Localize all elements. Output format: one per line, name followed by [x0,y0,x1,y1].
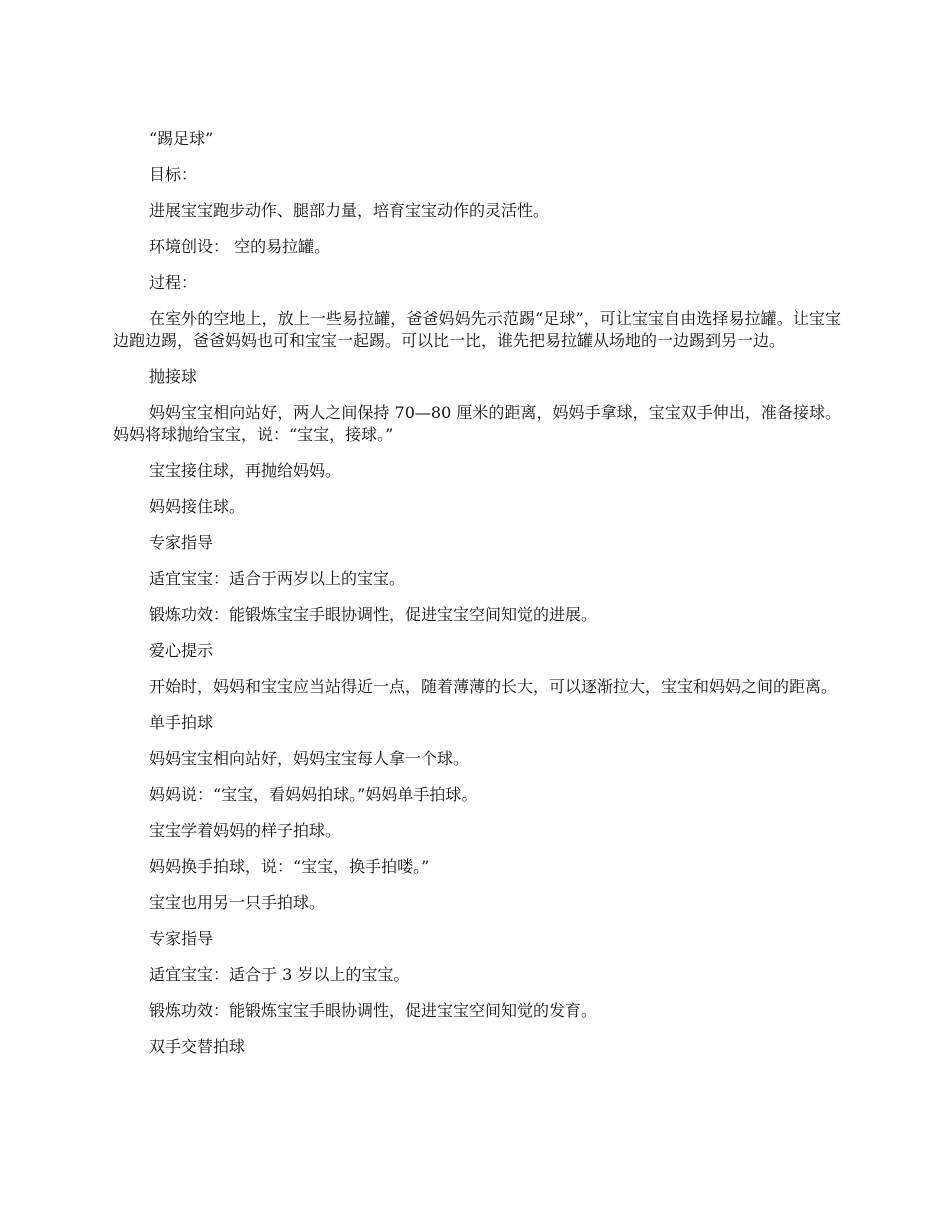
paragraph-exercise-effect-2: 锻炼功效：能锻炼宝宝手眼协调性，促进宝宝空间知觉的发育。 [149,1001,598,1020]
paragraph-process-heading: 过程： [149,273,198,292]
paragraph-baby-other-hand: 宝宝也用另一只手拍球。 [149,893,326,912]
section-heading-tips: 爱心提示 [149,641,214,660]
paragraph-process: 在室外的空地上，放上一些易拉罐，爸爸妈妈先示范踢“足球”，可让宝宝自由选择易拉罐。让宝宝边跑边踢，爸爸妈妈也可和宝宝一起踢。可以比一比，谁先把易拉罐从场地的一边踢到另一边。 [113,309,841,350]
paragraph-suitable-age: 适宜宝宝：适合于两岁以上的宝宝。 [149,569,406,588]
paragraph-switch-hand: 妈妈换手拍球，说：“宝宝，换手拍喽。” [149,857,430,876]
paragraph-baby-catch: 宝宝接住球，再抛给妈妈。 [149,461,342,480]
paragraph-mom-says: 妈妈说：“宝宝，看妈妈拍球。”妈妈单手拍球。 [149,785,478,804]
section-heading-single-hand-bounce: 单手拍球 [149,713,214,732]
section-heading-expert-guidance: 专家指导 [149,533,214,552]
document-body [113,128,841,1072]
section-heading-throw-catch: 抛接球 [149,367,198,386]
paragraph-tips: 开始时，妈妈和宝宝应当站得近一点，随着薄薄的长大，可以逐渐拉大，宝宝和妈妈之间的距离。 [149,677,838,696]
paragraph-goal-heading: 目标： [149,165,198,184]
paragraph-goal: 进展宝宝跑步动作、腿部力量，培育宝宝动作的灵活性。 [149,201,550,220]
paragraph-baby-imitates: 宝宝学着妈妈的样子拍球。 [149,821,342,840]
paragraph-exercise-effect: 锻炼功效：能锻炼宝宝手眼协调性，促进宝宝空间知觉的进展。 [149,605,598,624]
paragraph-environment: 环境创设： 空的易拉罐。 [149,237,331,256]
paragraph-mom-catch: 妈妈接住球。 [149,497,246,516]
section-heading-alternating-bounce: 双手交替拍球 [149,1037,246,1056]
paragraph-suitable-age-2: 适宜宝宝：适合于 3 岁以上的宝宝。 [149,965,410,984]
paragraph-title: “踢足球” [149,129,214,148]
section-heading-expert-guidance-2: 专家指导 [149,929,214,948]
paragraph-single-hand-setup: 妈妈宝宝相向站好，妈妈宝宝每人拿一个球。 [149,749,470,768]
paragraph-throw-catch: 妈妈宝宝相向站好，两人之间保持 70—80 厘米的距离，妈妈手拿球，宝宝双手伸出，准备接球。妈妈将球抛给宝宝，说：“宝宝，接球。” [113,403,841,444]
